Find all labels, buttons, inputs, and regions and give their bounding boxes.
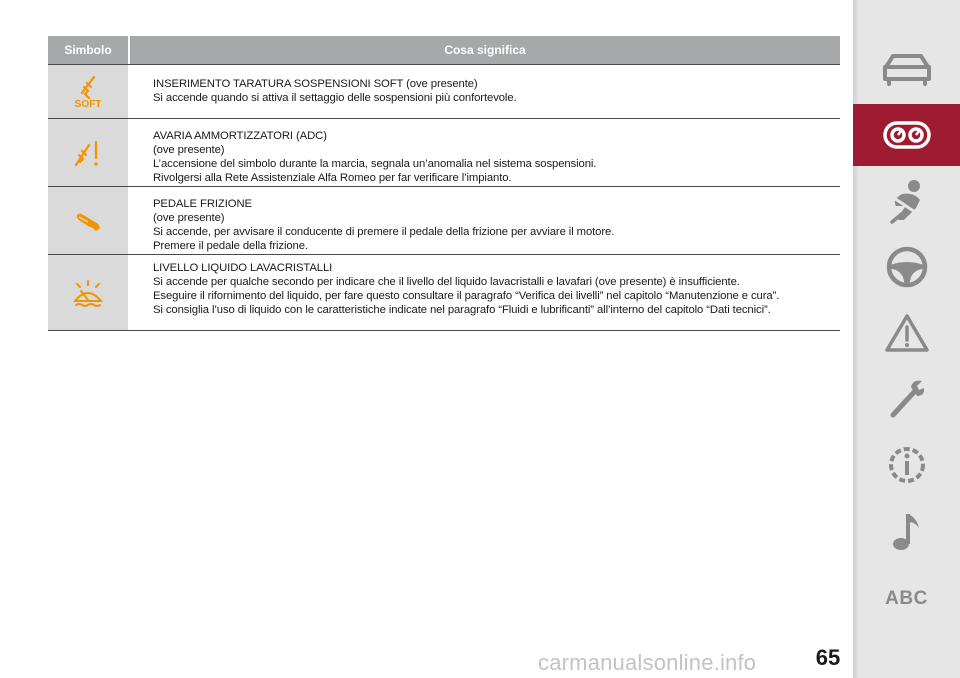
row-title: LIVELLO LIQUIDO LAVACRISTALLI <box>153 262 333 274</box>
row-text: Rivolgersi alla Rete Assistenziale Alfa Romeo per far verificare l’impianto. <box>153 172 512 184</box>
warning-icon <box>884 312 930 354</box>
seatbelt-icon <box>884 178 930 224</box>
wrench-icon <box>885 377 929 421</box>
row-text: Premere il pedale della frizione. <box>153 240 308 252</box>
clutch-pedal-icon <box>68 201 108 241</box>
symbol-cell <box>48 187 128 254</box>
steering-wheel-icon <box>885 245 929 289</box>
abc-index-label: ABC <box>885 588 928 609</box>
dashboard-icon <box>882 120 932 150</box>
row-text: Si accende per qualche secondo per indicare che il livello del liquido lavacristalli e lavafari (ove presente) è insufficiente. <box>153 276 740 288</box>
row-title: INSERIMENTO TARATURA SOSPENSIONI SOFT (ove presente) <box>153 78 478 90</box>
symbol-cell <box>48 255 128 330</box>
row-text: Si accende, per avvisare il conducente di premere il pedale della frizione per avviare il motore. <box>153 226 615 238</box>
row-text: (ove presente) <box>153 212 225 224</box>
meaning-cell <box>128 187 840 254</box>
nav-item-dashboard[interactable] <box>853 104 960 166</box>
washer-fluid-icon <box>68 273 108 313</box>
row-text: Si consiglia l’uso di liquido con le caratteristiche indicate nel paragrafo “Fluidi e lubrificanti” all’interno del capitolo “Dati tecnici”. <box>153 304 771 316</box>
header-meaning: Cosa significa <box>128 36 840 64</box>
table-row <box>48 254 840 331</box>
meaning-cell <box>128 255 840 330</box>
header-symbol: Simbolo <box>64 43 112 57</box>
nav-item-driving[interactable] <box>853 236 960 298</box>
damper-failure-icon <box>68 133 108 173</box>
row-text: Si accende quando si attiva il settaggio delle sospensioni più confortevole. <box>153 92 517 104</box>
table-header <box>48 36 840 64</box>
watermark: carmanualsonline.info <box>538 650 757 675</box>
row-title: PEDALE FRIZIONE <box>153 198 252 210</box>
row-title: AVARIA AMMORTIZZATORI (ADC) <box>153 130 327 142</box>
nav-item-multimedia[interactable] <box>853 500 960 562</box>
nav-item-safety[interactable] <box>853 170 960 232</box>
nav-item-index[interactable] <box>853 570 960 628</box>
table-row <box>48 118 840 186</box>
music-note-icon <box>887 508 927 554</box>
symbol-cell <box>48 119 128 186</box>
table-row <box>48 64 840 118</box>
row-text: L’accensione del simbolo durante la marcia, segnala un’anomalia nel sistema sospensioni. <box>153 158 597 170</box>
car-icon <box>881 51 933 87</box>
suspension-soft-icon <box>68 72 108 112</box>
meaning-cell <box>128 119 840 186</box>
meaning-cell <box>128 65 840 118</box>
nav-item-maintenance[interactable] <box>853 368 960 430</box>
warning-lights-table <box>48 36 840 331</box>
symbol-cell <box>48 65 128 118</box>
nav-item-technical[interactable] <box>853 434 960 496</box>
row-text: (ove presente) <box>153 144 225 156</box>
row-text: Eseguire il rifornimento del liquido, per fare questo consultare il paragrafo “Verifica dei livelli” nel capitolo “Manutenzione e cura”. <box>153 290 780 302</box>
table-row <box>48 186 840 254</box>
chapter-sidebar <box>853 0 960 678</box>
info-gear-icon <box>884 442 930 488</box>
soft-icon-text: SOFT <box>74 98 102 110</box>
nav-item-vehicle[interactable] <box>853 38 960 100</box>
page-number: 65 <box>815 645 841 670</box>
nav-item-emergency[interactable] <box>853 302 960 364</box>
